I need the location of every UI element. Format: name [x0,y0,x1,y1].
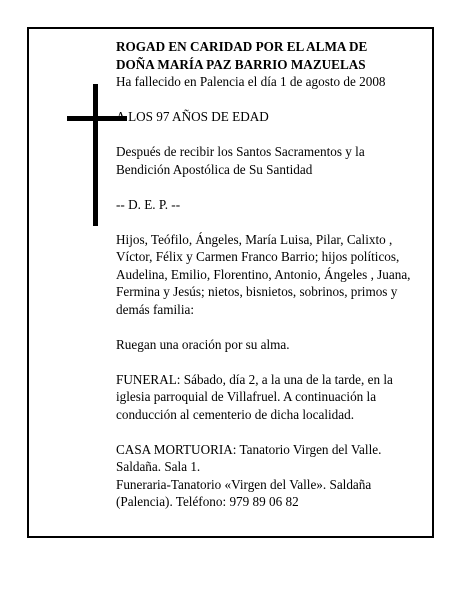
heading-line-1: ROGAD EN CARIDAD POR EL ALMA DE [116,39,368,54]
sacraments-text: Después de recibir los Santos Sacramentos y la Bendición Apostólica de Su Santidad [116,144,365,177]
death-announcement: Ha fallecido en Palencia el día 1 de agosto de 2008 [116,74,386,89]
funeral-home-contact: Funeraria-Tanatorio «Virgen del Valle». Saldaña (Palencia). Teléfono: 979 89 06 82 [116,476,372,509]
heading-line-2: DOÑA MARÍA PAZ BARRIO MAZUELAS [116,56,366,72]
funeral-details: FUNERAL: Sábado, día 2, a la una de la tarde, en la iglesia parroquial de Villafruel. A continuación la conducción al cementerio de dicha localidad. [116,371,393,422]
mortuary-address: CASA MORTUORIA: Tanatorio Virgen del Valle. Saldaña. Sala 1. [116,441,382,474]
family-list: Hijos, Teófilo, Ángeles, María Luisa, Pilar, Calixto , Víctor, Félix y Carmen Franco Barrio; hijos políticos, Audelina, Emilio, Florentino, Antonio, Ángeles , Juana, Fermina y Jesús; nietos, bisnietos, sobrinos, primos y demás familia: [116,231,411,317]
rip-line: -- D. E. P. -- [116,196,181,212]
age-line: A LOS 97 AÑOS DE EDAD [116,109,269,124]
prayer-request: Ruegan una oración por su alma. [116,336,290,352]
obituary-text [116,38,416,511]
cross-vertical-bar [93,84,98,226]
